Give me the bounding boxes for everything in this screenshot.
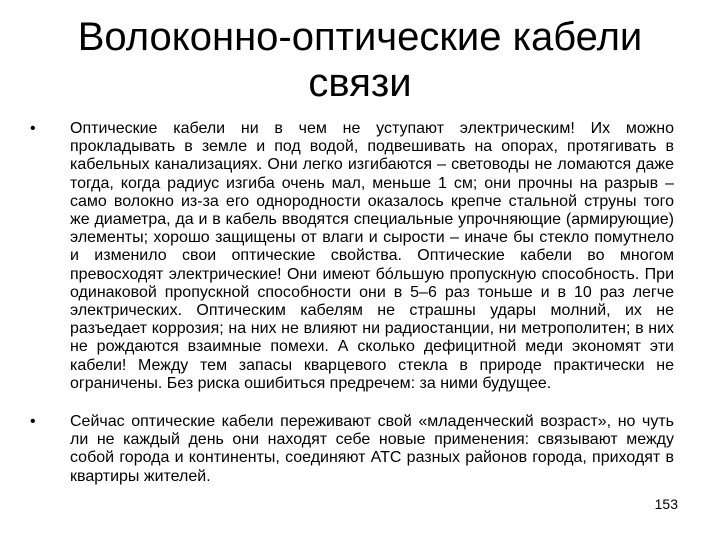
- slide-title-line-2: связи: [308, 61, 412, 105]
- bullet-list: [30, 120, 674, 486]
- paragraph-applications: Сейчас оптические кабели переживают свой «младенческий возраст», но чуть ли не каждый день они находят себе новые применения: связывают между собой города и континенты, соединяют АТС разных районов города, приходят в квартиры жителей.: [70, 413, 674, 485]
- bullet-item-advantages: [30, 120, 674, 393]
- slide-title: [40, 14, 680, 106]
- slide-title-line-1: Волоконно-оптические кабели: [77, 15, 643, 59]
- bullet-item-applications: [30, 413, 674, 486]
- paragraph-advantages: Оптические кабели ни в чем не уступают электрическим! Их можно прокладывать в земле и под водой, подвешивать на опорах, протягивать в кабельных канализациях. Они легко изгибаются – световоды не ломаются даже тогда, когда радиус изгиба очень мал, меньше 1 см; они прочны на разрыв – само волокно из-за его однородности оказалось крепче стальной струны того же диаметра, да и в кабель вводятся специальные упрочняющие (армирующие) элементы; хорошо защищены от влаги и сырости – иначе бы стекло помутнело и изменило свои оптические свойства. Оптические кабели во многом превосходят электрические! Они имеют бóльшую пропускную способность. При одинаковой пропускной способности они в 5–6 раз тоньше и в 10 раз легче электрических. Оптическим кабелям не страшны удары молний, их не разъедает коррозия; на них не влияют ни радиостанции, ни метрополитен; в них не рождаются взаимные помехи. А сколько дефицитной меди экономят эти кабели! Между тем запасы кварцевого стекла в природе практически не ограничены. Без риска ошибиться предречем: за ними будущее.: [70, 120, 674, 392]
- page-number: 153: [654, 496, 678, 512]
- bullet-marker: •: [30, 413, 36, 431]
- bullet-marker: •: [30, 120, 36, 137]
